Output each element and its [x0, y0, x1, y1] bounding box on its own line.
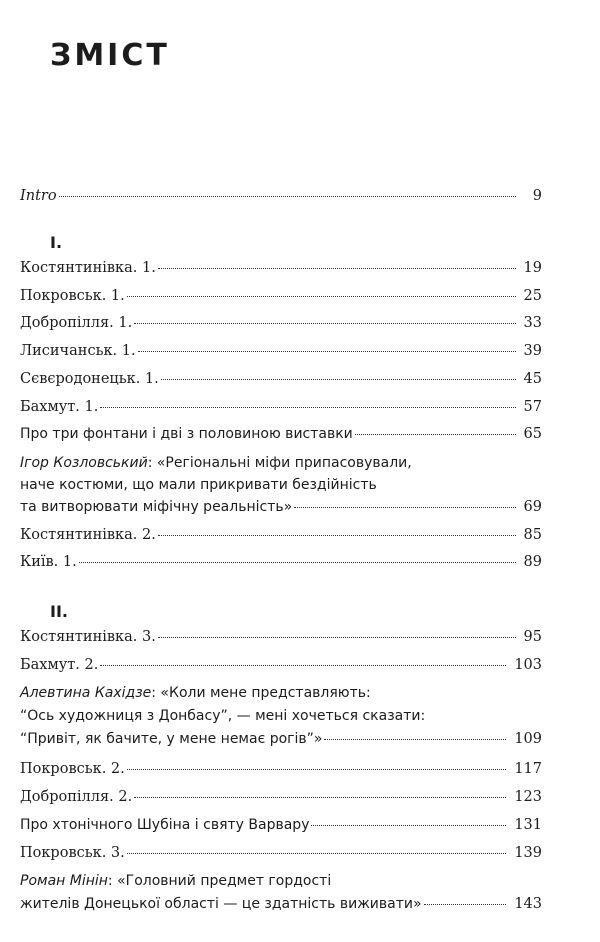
toc-entry-last-line — [20, 729, 542, 749]
dot-leader — [134, 797, 506, 798]
dot-leader — [158, 637, 516, 638]
toc-entry-quote: “Привіт, як бачите, у мене немає рогів”» — [20, 731, 323, 747]
toc-entry-label: Сєвєродонецьк. 1. — [20, 371, 159, 387]
toc-entry[interactable] — [20, 369, 542, 389]
toc-entry-quote: : «Регіональні міфи припасовували, — [147, 455, 412, 471]
toc-page-number: 139 — [514, 845, 542, 861]
toc-entry-label: Костянтинівка. 3. — [20, 629, 156, 645]
toc-entry-label: Intro — [20, 188, 57, 204]
toc-entry[interactable] — [20, 313, 542, 333]
toc-page-number: 39 — [523, 343, 542, 359]
toc-page-number: 9 — [532, 188, 542, 204]
toc-entry-line — [20, 453, 412, 473]
toc-page-number: 85 — [523, 527, 542, 543]
toc-entry-line: наче костюми, що мали прикривати бездійність — [20, 477, 377, 493]
toc-entry-quote: : «Головний предмет гордості — [107, 873, 332, 889]
dot-leader — [79, 562, 516, 563]
toc-entry[interactable] — [20, 424, 542, 444]
toc-page-number: 69 — [523, 499, 542, 515]
toc-entry-line — [20, 871, 331, 891]
toc-entry-label: Добропілля. 2. — [20, 789, 133, 805]
toc-entry-last-line — [20, 497, 542, 517]
toc-entry[interactable] — [20, 815, 542, 835]
toc-entry[interactable] — [20, 397, 542, 417]
toc-page-number: 33 — [523, 315, 542, 331]
dot-leader — [127, 853, 507, 854]
dot-leader — [59, 196, 516, 197]
toc-entry-line — [20, 683, 371, 703]
dot-leader — [100, 407, 515, 408]
page-title: ЗМІСТ — [50, 38, 170, 73]
toc-entry[interactable] — [20, 341, 542, 361]
toc-entry-label: Костянтинівка. 2. — [20, 527, 156, 543]
toc-entry-label: Київ. 1. — [20, 554, 77, 570]
dot-leader — [324, 739, 506, 740]
toc-entry-quote: жителів Донецької області — це здатність виживати» — [20, 896, 422, 912]
toc-entry-label: Покровськ. 3. — [20, 845, 125, 861]
toc-entry[interactable] — [20, 843, 542, 863]
dot-leader — [158, 268, 516, 269]
toc-entry[interactable] — [20, 787, 542, 807]
toc-entry-label: Про три фонтани і дві з половиною виставки — [20, 426, 353, 442]
toc-entry-label: Добропілля. 1. — [20, 315, 133, 331]
toc-page-number: 117 — [514, 761, 542, 777]
toc-page-number: 45 — [523, 371, 542, 387]
toc-entry-label: Покровськ. 1. — [20, 288, 125, 304]
toc-entry[interactable] — [20, 552, 542, 572]
toc-entry-label: Костянтинівка. 1. — [20, 260, 156, 276]
toc-page-number: 109 — [514, 731, 542, 747]
dot-leader — [127, 296, 516, 297]
toc-page-number: 123 — [514, 789, 542, 805]
toc-entry-line: “Ось художниця з Донбасу”, — мені хочеться сказати: — [20, 708, 426, 724]
dot-leader — [100, 665, 506, 666]
toc-page-number: 131 — [514, 817, 542, 833]
toc-page-number: 19 — [523, 260, 542, 276]
dot-leader — [161, 379, 516, 380]
dot-leader — [294, 507, 515, 508]
toc-entry[interactable] — [20, 655, 542, 675]
toc-entry-author: Ігор Козловський — [20, 455, 148, 471]
dot-leader — [138, 351, 516, 352]
toc-page-number: 25 — [523, 288, 542, 304]
toc-entry[interactable] — [20, 627, 542, 647]
toc-entry-author: Роман Мінін — [20, 873, 108, 889]
toc-page-number: 65 — [523, 426, 542, 442]
section-heading-1: I. — [50, 233, 63, 252]
toc-entry-last-line — [20, 894, 542, 914]
toc-entry[interactable] — [20, 525, 542, 545]
toc-entry[interactable] — [20, 759, 542, 779]
dot-leader — [424, 904, 507, 905]
toc-entry[interactable] — [20, 258, 542, 278]
toc-page-number: 103 — [514, 657, 542, 673]
dot-leader — [134, 323, 515, 324]
toc-entry-author: Алевтина Кахідзе — [20, 685, 152, 701]
toc-entry-label: Покровськ. 2. — [20, 761, 125, 777]
toc-entry-quote: : «Коли мене представляють: — [151, 685, 371, 701]
toc-entry-quote: та витворювати міфічну реальність» — [20, 499, 293, 515]
dot-leader — [311, 825, 506, 826]
section-heading-2: II. — [50, 602, 68, 621]
toc-page-number: 89 — [523, 554, 542, 570]
toc-page-number: 143 — [514, 896, 542, 912]
toc-entry-intro[interactable] — [20, 186, 542, 206]
toc-entry-label: Про хтонічного Шубіна і святу Варвару — [20, 817, 310, 833]
toc-entry-label: Бахмут. 1. — [20, 399, 99, 415]
toc-entry[interactable] — [20, 286, 542, 306]
toc-page-number: 95 — [523, 629, 542, 645]
toc-entry-label: Лисичанськ. 1. — [20, 343, 136, 359]
dot-leader — [158, 535, 516, 536]
dot-leader — [355, 434, 516, 435]
toc-page-number: 57 — [523, 399, 542, 415]
dot-leader — [127, 769, 507, 770]
toc-entry-label: Бахмут. 2. — [20, 657, 99, 673]
